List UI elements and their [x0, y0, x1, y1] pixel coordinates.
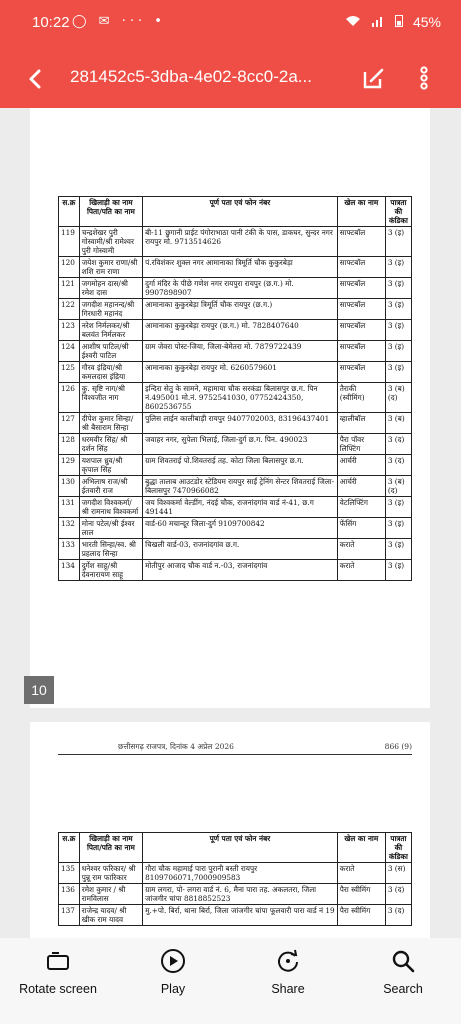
share-icon	[275, 948, 301, 974]
wifi-icon	[345, 14, 365, 30]
cell-serial: 128	[59, 434, 80, 455]
search-icon	[390, 948, 416, 974]
table-row	[59, 227, 412, 257]
cell-serial: 119	[59, 227, 80, 257]
cell-serial: 121	[59, 278, 80, 299]
cell-serial: 126	[59, 383, 80, 413]
cell-sport: वेटलिफ्टिंग	[337, 497, 385, 518]
table-row	[59, 257, 412, 278]
cell-sport: साफ्टबॉल	[337, 299, 385, 320]
cell-eligibility: 3 (द)	[385, 905, 411, 926]
battery-icon	[395, 14, 407, 30]
cell-sport: साफ्टबॉल	[337, 362, 385, 383]
col-address: पूर्ण पता एवं फोन नंबर	[143, 197, 338, 227]
cell-name: जगदीश महानन्द/श्री गिरधारी महानंद	[79, 299, 142, 320]
col-name: खिलाड़ी का नाम पिता/पति का नाम	[79, 833, 142, 863]
rotate-screen-label: Rotate screen	[19, 982, 97, 996]
app-toolbar	[0, 50, 461, 108]
cell-name: भारती सिन्हा/स्व. श्री प्रहलाद सिन्हा	[79, 539, 142, 560]
cell-sport: साफ्टबॉल	[337, 278, 385, 299]
play-icon	[160, 948, 186, 974]
status-bar	[0, 0, 461, 50]
cell-serial: 130	[59, 476, 80, 497]
cell-name: रमेश कुमार / श्री रामविलास	[79, 884, 142, 905]
cell-name: दुर्गेश साहू/श्री देवनारायण साहू	[79, 560, 142, 581]
cell-name: धनेश्वर फरिकार/ श्री पुन्नू राम फारिकार	[79, 863, 142, 884]
table-row	[59, 518, 412, 539]
share-button[interactable]	[233, 948, 343, 997]
cell-serial: 123	[59, 320, 80, 341]
cell-name: दीपेश कुमार सिन्हा/श्री बैसाराम सिन्हा	[79, 413, 142, 434]
cell-eligibility: 3 (द)	[385, 434, 411, 455]
col-sport: खेल का नाम	[337, 833, 385, 863]
rotate-screen-button[interactable]	[3, 948, 113, 997]
cell-address: इन्दिरा सेतु के सामने, महामाया चौक सरकंडा बिलासपुर छ.ग. पिन नं.495001 मो.नं. 9752541030, 07752424350, 8602536755	[143, 383, 338, 413]
cell-name: जगमोहन दास/श्री रमेश दास	[79, 278, 142, 299]
cell-address: जवाहर नगर, सुपेला भिलाई, जिला-दुर्ग छ.ग. पिन. 490023	[143, 434, 338, 455]
status-time: 10:22	[32, 14, 70, 31]
cell-name: मोना पटेल/श्री ईश्वर लाल	[79, 518, 142, 539]
notification-icons: ◯ ✉ ··· •	[72, 14, 166, 29]
cell-name: नरेश निर्मलकर/श्री बलवंत निर्मलकर	[79, 320, 142, 341]
cell-sport: पैरा पॉवर लिफ्टिंग	[337, 434, 385, 455]
cell-address: आमानाका कुकुरबेड़ा रायपुर (छ.ग.) मो. 7828407640	[143, 320, 338, 341]
cell-eligibility: 3 (ब) (द)	[385, 476, 411, 497]
cell-sport: पैरा स्वीमिंग	[337, 905, 385, 926]
table-row	[59, 383, 412, 413]
cell-serial: 135	[59, 863, 80, 884]
table-row	[59, 476, 412, 497]
table-header-row	[59, 833, 412, 863]
cell-address: ग्राम जेवरा पोस्ट-जिया, जिला-बेमेतरा मो. 7879722439	[143, 341, 338, 362]
cell-sport: कराते	[337, 560, 385, 581]
cell-eligibility: 3 (इ)	[385, 497, 411, 518]
cell-name: धरमवीर सिंह/ श्री दर्शन सिंह	[79, 434, 142, 455]
signal-icon	[371, 14, 389, 30]
cell-address: चिखली वार्ड-03, राजनांदगांव छ.ग.	[143, 539, 338, 560]
table-row	[59, 362, 412, 383]
page-number-badge: 10	[24, 676, 54, 704]
cell-eligibility: 3 (द)	[385, 455, 411, 476]
cell-eligibility: 3 (इ)	[385, 227, 411, 257]
cell-sport: व्हालीबॉल	[337, 413, 385, 434]
cell-eligibility: 3 (इ)	[385, 257, 411, 278]
cell-serial: 122	[59, 299, 80, 320]
battery-percent: 45%	[412, 14, 441, 30]
back-arrow-icon	[18, 62, 52, 96]
table-header-row	[59, 197, 412, 227]
table-row	[59, 905, 412, 926]
cell-sport: साफ्टबॉल	[337, 320, 385, 341]
edit-icon	[360, 64, 388, 92]
table-row	[59, 413, 412, 434]
cell-eligibility: 3 (द)	[385, 884, 411, 905]
cell-address: पं.रविशंकर शुक्ल नगर आमानाका त्रिमूर्ति चौक कुकुरबेड़ा	[143, 257, 338, 278]
cell-eligibility: 3 (इ)	[385, 362, 411, 383]
cell-eligibility: 3 (इ)	[385, 560, 411, 581]
cell-address: बी-11 छुगानी प्राईट पंगोराभाठा पानी टंकी के पास, डाकघर, सुन्दर नगर रायपुर मो. 9713514626	[143, 227, 338, 257]
document-title: 281452c5-3dba-4e02-8cc0-2a...	[70, 67, 312, 86]
cell-address: आमानाका कुकुरबेड़ा त्रिमूर्ति चौक रायपुर (छ.ग.)	[143, 299, 338, 320]
cell-eligibility: 3 (इ)	[385, 299, 411, 320]
edit-button[interactable]	[360, 64, 388, 92]
cell-sport: साफ्टबॉल	[337, 227, 385, 257]
table-row	[59, 341, 412, 362]
cell-eligibility: 3 (इ)	[385, 320, 411, 341]
table-row	[59, 497, 412, 518]
cell-name: जगदीश विश्वकर्मा/ श्री रामनाथ विश्वकर्मा	[79, 497, 142, 518]
play-button[interactable]	[118, 948, 228, 997]
player-table	[58, 196, 412, 581]
cell-address: पुलिस लाईन कालीबाड़ी रायपुर 9407702003, 83196437401	[143, 413, 338, 434]
table-row	[59, 539, 412, 560]
cell-name: गौरव इंद्रिया/श्री कमलदास इंद्रिया	[79, 362, 142, 383]
cell-serial: 124	[59, 341, 80, 362]
col-address: पूर्ण पता एवं फोन नंबर	[143, 833, 338, 863]
cell-eligibility: 3 (स)	[385, 863, 411, 884]
col-serial: स.क्र	[59, 833, 80, 863]
cell-sport: आर्चरी	[337, 455, 385, 476]
cell-serial: 134	[59, 560, 80, 581]
cell-address: ग्राम शिवतराई पो.शिवतराई तह. कोटा जिला बिलासपुर छ.ग.	[143, 455, 338, 476]
cell-address: दुर्गा मंदिर के पीछे गणेश नगर रायपुरा रायपुर (छ.ग.) मो. 9907898907	[143, 278, 338, 299]
search-button[interactable]	[348, 948, 458, 997]
cell-serial: 136	[59, 884, 80, 905]
cell-name: यशपाल ध्रुव/श्री कृपाल सिंह	[79, 455, 142, 476]
table-row	[59, 884, 412, 905]
col-name: खिलाड़ी का नाम पिता/पति का नाम	[79, 197, 142, 227]
gazette-header-title: छत्तीसगढ़ राजपत्र, दिनांक 4 अप्रेल 2026	[118, 742, 234, 751]
more-options-button[interactable]	[410, 64, 438, 92]
cell-serial: 127	[59, 413, 80, 434]
cell-sport: आर्चरी	[337, 476, 385, 497]
cell-serial: 129	[59, 455, 80, 476]
table-row	[59, 863, 412, 884]
cell-name: जयेश कुमार राणा/श्री शशि राम राणा	[79, 257, 142, 278]
col-eligibility: पात्रता की कंडिका	[385, 833, 411, 863]
cell-name: कु. सृष्टि नाग/श्री विश्वजीत नाग	[79, 383, 142, 413]
player-table-continued	[58, 832, 412, 926]
col-serial: स.क्र	[59, 197, 80, 227]
cell-address: आमानाका कुकुरबेड़ा रायपुर मो. 6260579601	[143, 362, 338, 383]
back-button[interactable]	[18, 62, 52, 96]
col-eligibility: पात्रता की कंडिका	[385, 197, 411, 227]
cell-sport: कराते	[337, 539, 385, 560]
share-label: Share	[271, 982, 305, 996]
cell-serial: 137	[59, 905, 80, 926]
header-divider	[58, 754, 412, 755]
play-label: Play	[160, 982, 186, 996]
cell-address: ग्राम लगरा, पो- लगरा वार्ड नं. 6, मैना पारा तह. अकलतरा, जिला जांजगीर चांपा 8818852523	[143, 884, 338, 905]
cell-eligibility: 3 (इ)	[385, 341, 411, 362]
more-vert-icon	[410, 64, 438, 92]
cell-sport: पैरा स्वीमिंग	[337, 884, 385, 905]
cell-serial: 125	[59, 362, 80, 383]
cell-address: मु.+पो. बिर्रा, थाना बिर्रा, जिला जांजगीर चांपा फूलवारी पारा वार्ड नं 19	[143, 905, 338, 926]
cell-sport: तैराकी (स्वीमिंग)	[337, 383, 385, 413]
pdf-viewer[interactable]	[0, 108, 461, 938]
cell-eligibility: 3 (इ)	[385, 518, 411, 539]
status-right	[339, 14, 441, 30]
pdf-page-10	[30, 108, 430, 708]
cell-eligibility: 3 (इ)	[385, 278, 411, 299]
cell-address: बुद्धा तालाब आउटडोर स्टेडियम रायपुर साईं ट्रेनिंग सेन्टर शिवतराई जिला-बिलासपुर 7470966082	[143, 476, 338, 497]
cell-sport: कराते	[337, 863, 385, 884]
rotate-screen-icon	[45, 948, 71, 974]
cell-eligibility: 3 (ब) (द)	[385, 383, 411, 413]
cell-sport: साफ्टबॉल	[337, 257, 385, 278]
cell-name: चन्द्रशेखर पुरी गोस्वामी/श्री रामेश्वर पुरी गोस्वामी	[79, 227, 142, 257]
cell-sport: फेंसिंग	[337, 518, 385, 539]
col-sport: खेल का नाम	[337, 197, 385, 227]
gazette-page-number: 866 (9)	[384, 742, 412, 751]
cell-address: जय विश्वकर्मा वेल्डींग, नंदई चौक, राजनांदगांव वार्ड नं-41, छ.ग 491441	[143, 497, 338, 518]
cell-serial: 131	[59, 497, 80, 518]
table-row	[59, 434, 412, 455]
table-row	[59, 299, 412, 320]
search-label: Search	[383, 982, 423, 996]
table-row	[59, 278, 412, 299]
table-row	[59, 320, 412, 341]
cell-serial: 120	[59, 257, 80, 278]
table-row	[59, 560, 412, 581]
cell-name: आशीष पाटिल/श्री ईश्वरी पाटिल	[79, 341, 142, 362]
cell-sport: साफ्टबॉल	[337, 341, 385, 362]
cell-name: राजेन्द्र यादव/ श्री खीक राम यादव	[79, 905, 142, 926]
cell-name: अभिलाष राज/श्री ईतवारी राज	[79, 476, 142, 497]
cell-serial: 132	[59, 518, 80, 539]
cell-serial: 133	[59, 539, 80, 560]
cell-address: गौरा चौक महामाई पारा पुरानी बस्ती रायपुर 8109706071,7000909583	[143, 863, 338, 884]
cell-address: मोतीपुर आजाद चौक वार्ड न.-03, राजनांदगांव	[143, 560, 338, 581]
table-row	[59, 455, 412, 476]
cell-eligibility: 3 (ब)	[385, 413, 411, 434]
cell-address: वार्ड-60 मचान्दूर जिला-दुर्ग 9109700842	[143, 518, 338, 539]
bottom-action-bar	[0, 938, 461, 1024]
cell-eligibility: 3 (इ)	[385, 539, 411, 560]
pdf-page-11	[30, 722, 430, 938]
